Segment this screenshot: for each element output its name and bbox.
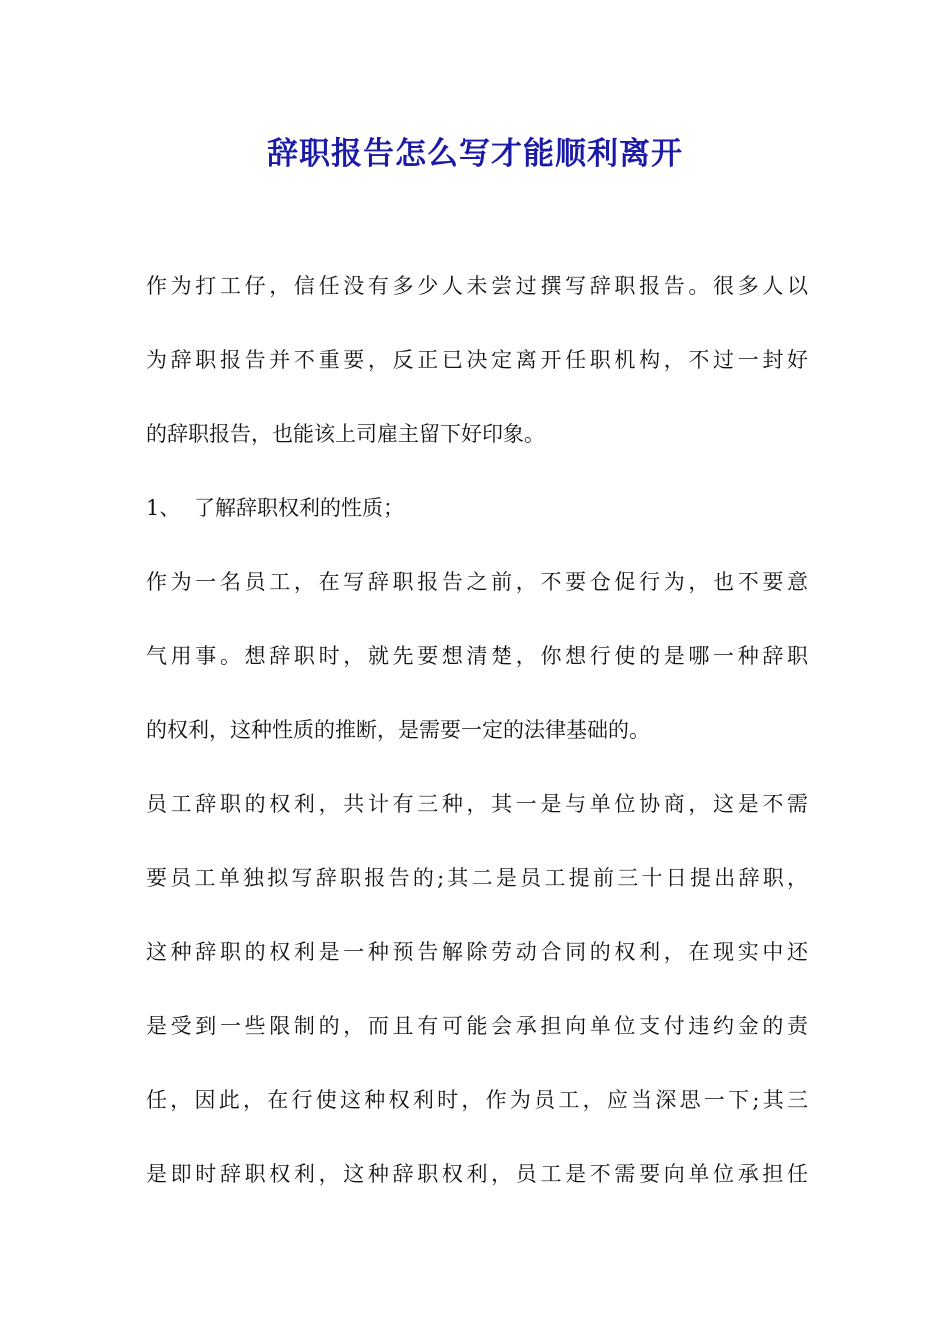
paragraph-line: 作为一名员工，在写辞职报告之前，不要仓促行为，也不要意 (146, 570, 808, 594)
paragraph-line: 这种辞职的权利是一种预告解除劳动合同的权利，在现实中还 (146, 940, 808, 964)
list-item-text: 了解辞职权利的性质； (194, 496, 404, 520)
list-item (146, 484, 808, 558)
paragraph-line: 员工辞职的权利，共计有三种，其一是与单位协商，这是不需 (146, 792, 808, 816)
paragraph-line: 作为打工仔，信任没有多少人未尝过撰写辞职报告。很多人以 (146, 274, 808, 298)
paragraph-line: 要员工单独拟写辞职报告的;其二是员工提前三十日提出辞职， (146, 866, 808, 890)
paragraph-line: 的辞职报告，也能该上司雇主留下好印象。 (146, 422, 545, 446)
paragraph-line: 气用事。想辞职时，就先要想清楚，你想行使的是哪一种辞职 (146, 644, 808, 668)
paragraph-line: 是受到一些限制的，而且有可能会承担向单位支付违约金的责 (146, 1014, 808, 1038)
paragraph-line: 为辞职报告并不重要，反正已决定离开任职机构，不过一封好 (146, 348, 808, 372)
list-item-number: 1、 (146, 496, 181, 520)
document-body (146, 262, 808, 1224)
paragraph-line: 任，因此，在行使这种权利时，作为员工，应当深思一下;其三 (146, 1088, 808, 1112)
document-title: 辞职报告怎么写才能顺利离开 (267, 136, 683, 172)
paragraph-line: 是即时辞职权利，这种辞职权利，员工是不需要向单位承担任 (146, 1162, 808, 1186)
paragraph-line: 的权利，这种性质的推断，是需要一定的法律基础的。 (146, 718, 650, 742)
